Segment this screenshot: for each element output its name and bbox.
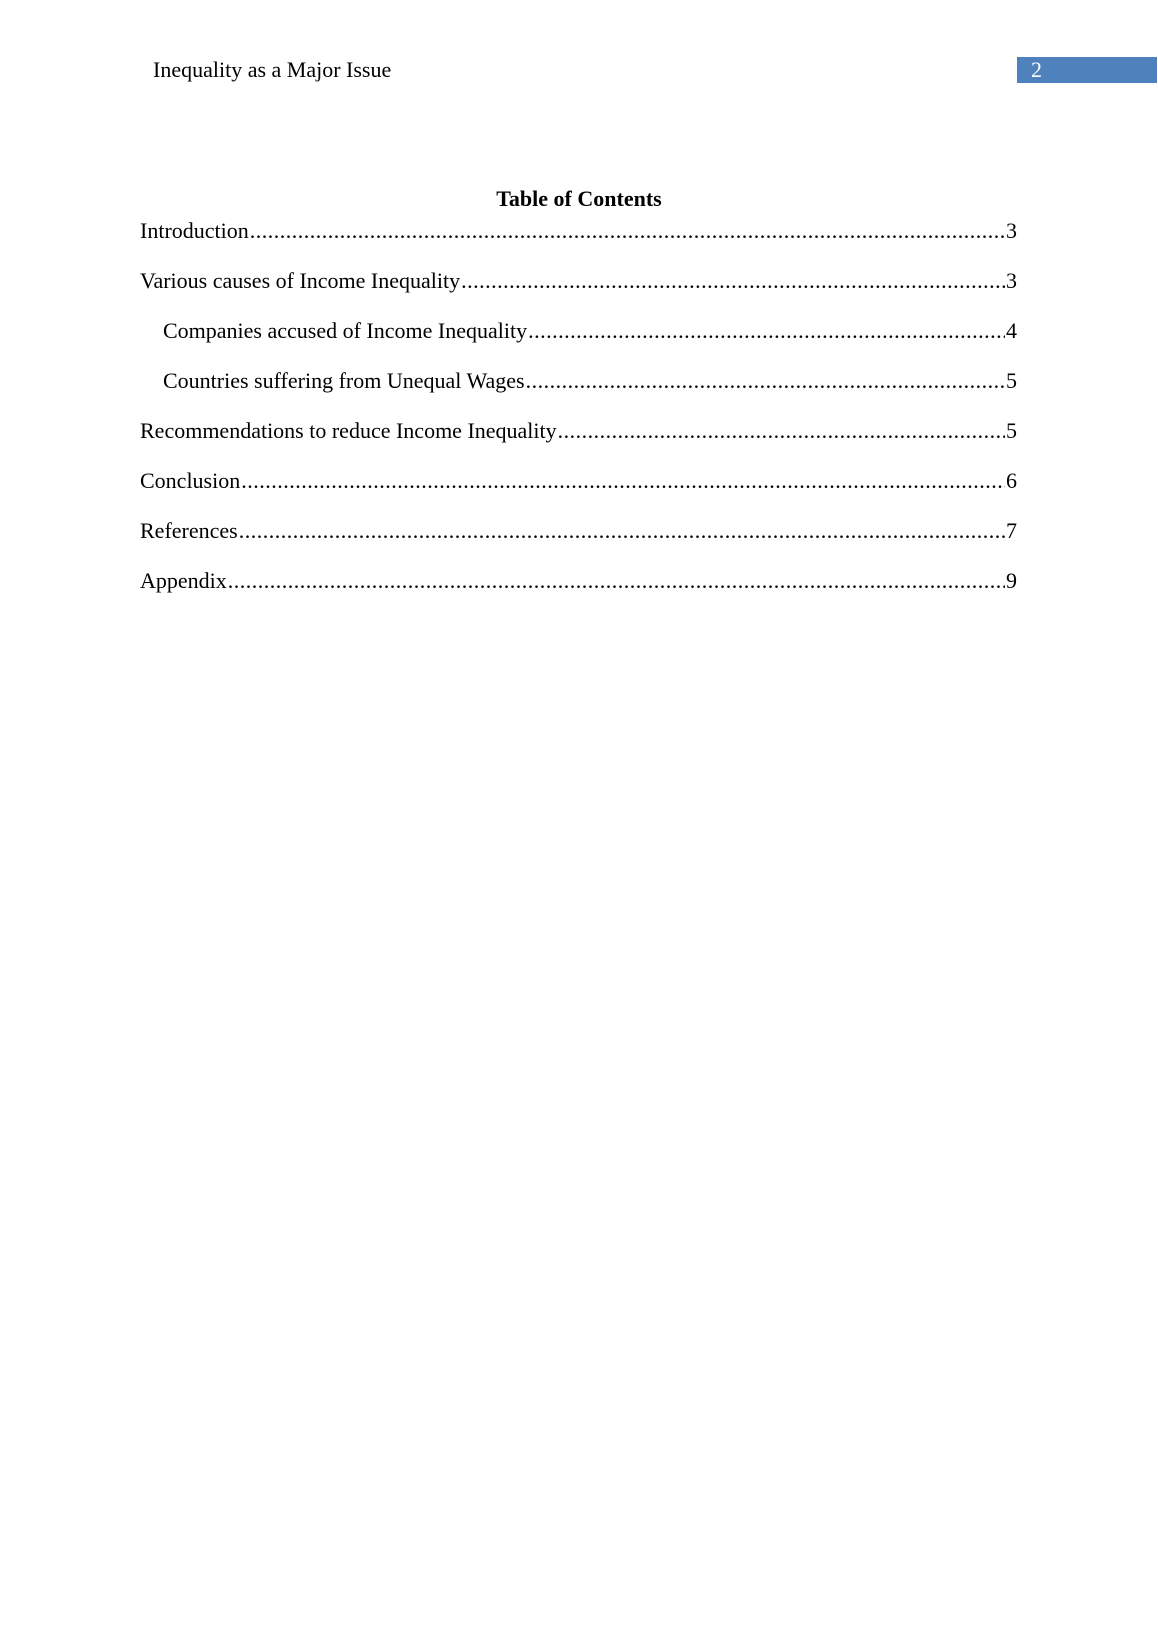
toc-entry-references[interactable] [140, 516, 1017, 566]
toc-entry-text: Companies accused of Income Inequality [163, 316, 528, 346]
toc-entry-introduction[interactable] [140, 216, 1017, 266]
toc-entry-text: References [140, 516, 239, 546]
toc-entry-text: Countries suffering from Unequal Wages [163, 366, 526, 396]
page-number-box [1017, 57, 1157, 83]
toc-entry-page: 5 [1005, 366, 1017, 396]
toc-dot-leader [461, 266, 1005, 296]
toc-entry-appendix[interactable] [140, 566, 1017, 616]
toc-dot-leader [228, 566, 1005, 596]
table-of-contents [140, 216, 1017, 616]
toc-entry-companies-accused[interactable] [140, 316, 1017, 366]
toc-dot-leader [558, 416, 1005, 446]
toc-entry-recommendations[interactable] [140, 416, 1017, 466]
toc-dot-leader [250, 216, 1005, 246]
page-number: 2 [1031, 57, 1042, 82]
toc-entry-various-causes[interactable] [140, 266, 1017, 316]
toc-dot-leader [526, 366, 1005, 396]
running-head: Inequality as a Major Issue [153, 57, 392, 82]
toc-entry-text: Recommendations to reduce Income Inequality [140, 416, 558, 446]
toc-entry-page: 9 [1005, 566, 1017, 596]
toc-entry-text: Appendix [140, 566, 228, 596]
toc-entry-conclusion[interactable] [140, 466, 1017, 516]
toc-entry-page: 5 [1005, 416, 1017, 446]
toc-entry-text: Introduction [140, 216, 250, 246]
toc-dot-leader [528, 316, 1005, 346]
toc-entry-page: 3 [1005, 216, 1017, 246]
toc-entry-page: 7 [1005, 516, 1017, 546]
toc-entry-page: 6 [1005, 466, 1017, 496]
toc-title: Table of Contents [496, 186, 662, 211]
toc-entry-page: 4 [1005, 316, 1017, 346]
toc-entry-countries-suffering[interactable] [140, 366, 1017, 416]
toc-dot-leader [239, 516, 1005, 546]
toc-entry-page: 3 [1005, 266, 1017, 296]
toc-entry-text: Conclusion [140, 466, 241, 496]
toc-entry-text: Various causes of Income Inequality [140, 266, 461, 296]
toc-dot-leader [241, 466, 1005, 496]
